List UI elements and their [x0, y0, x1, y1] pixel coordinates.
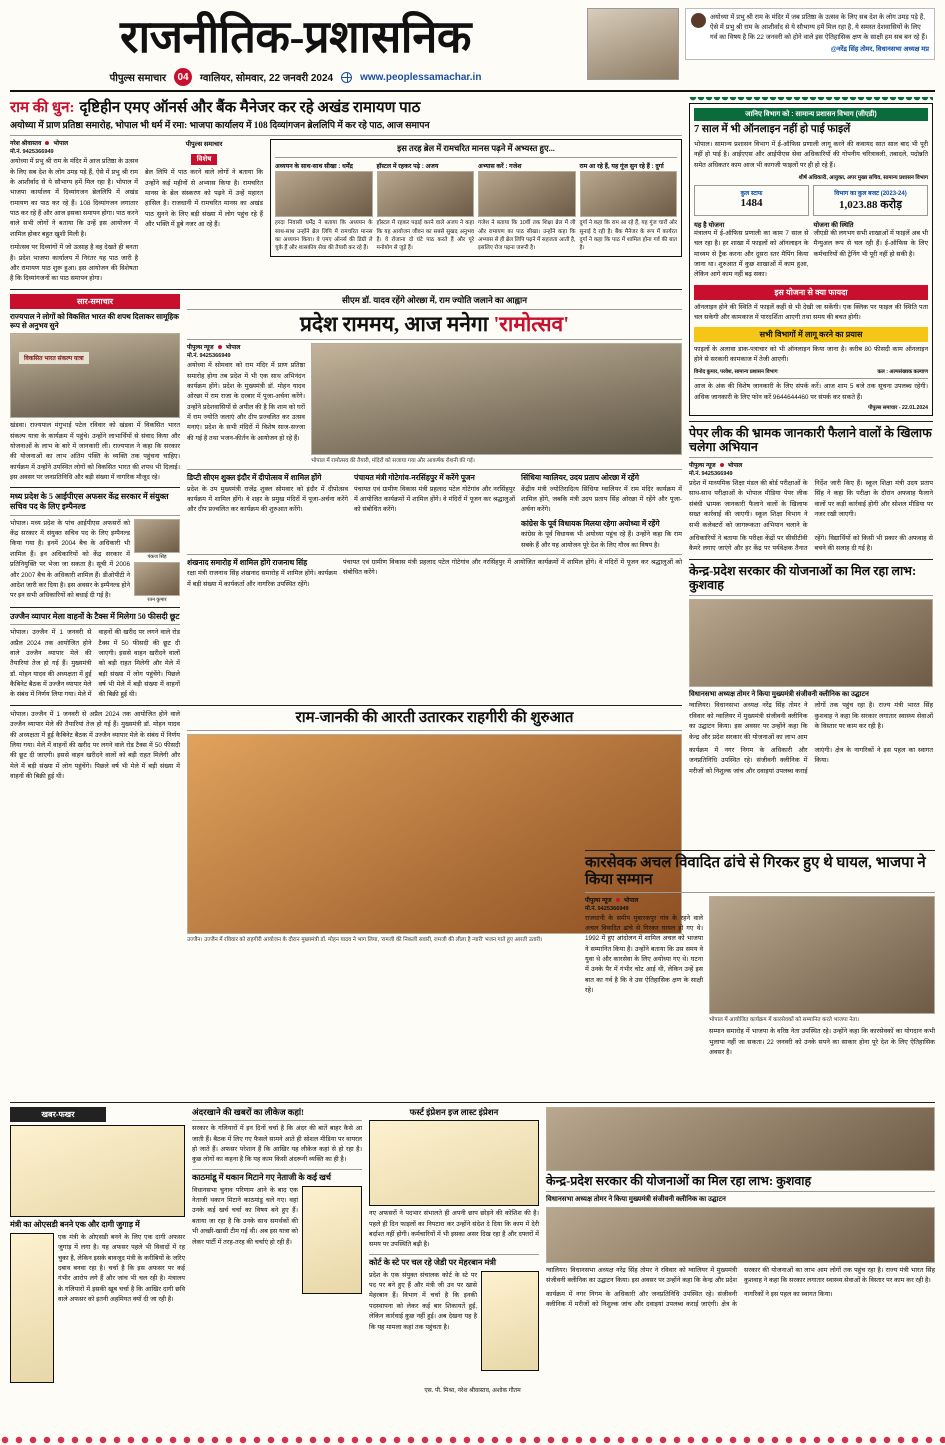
- kushwah-text-3: ग्वालियर। विधानसभा अध्यक्ष नरेंद्र सिंह तोमर ने रविवार को ग्वालियर में मुख्यमंत्री संजीवनी क्लीनिक का उद्घाटन किया। इस अवसर पर उन्होंने कहा कि केन्द्र और प्रदेश सरकार की योजनाओं का लाभ आम लोगों तक पहुंच रहा है। राज्य मंत्री भारत सिंह कुशवाह ने कहा कि सरकार लगातार स्वास्थ्य सेवाओं के विस्तार पर काम कर रही है।: [546, 1266, 935, 1285]
- kushwah-text-4: कार्यक्रम में नगर निगम के अधिकारी और जनप्रतिनिधि उपस्थित रहे। संजीवनी क्लीनिक में मरीजों को निशुल्क जांच और दवाइयां उपलब्ध कराई जाएंगी। क्षेत्र के नागरिकों ने इस पहल का स्वागत किया।: [546, 1290, 833, 1308]
- khabar-col2-text2: विधानसभा चुनाव परिणाम आने के बाद एक नेताजी थकान मिटाने काठमांडू चले गए। वहां उनके कई खर्च चर्चा का विषय बने हुए हैं। बताया जा रहा है कि उनके साथ समर्थकों की भी अच्छी-खासी टीम गई थी। अब इस यात्रा को लेकर पार्टी में तरह-तरह की चर्चाएं हो रही हैं।: [192, 1186, 298, 1246]
- khabar-col-4: [546, 1107, 935, 1383]
- paper-leak-head: पेपर लीक की भ्रामक जानकारी फैलाने वालों के खिलाफ चलेगा अभियान: [689, 426, 932, 455]
- lead-story: [10, 97, 682, 284]
- department-box: [689, 103, 933, 416]
- bullet-icon: [45, 141, 49, 145]
- special-brand: पीपुल्स समाचार: [185, 141, 223, 149]
- lead-body-2: रामोत्सव पर दिव्यांगों में जो उत्साह है वह देखते ही बनता है। प्रदेश भाजपा कार्यालय में निरंतर यह पाठ जारी है और रामायण पाठ शुरू हुआ। इस आयोजन की विशेषता है कि दिव्यांगजनों का पाठ समापन होगा।: [10, 244, 138, 283]
- sub-block-head: कांग्रेस के पूर्व विधायक मिलया रहेगा अयोध्या में रहेंगे: [521, 518, 660, 528]
- dept-sign: विनोद कुमार, परवेश, सामान्य प्रशासन विभाग: [694, 369, 778, 376]
- mini-photo: [377, 171, 475, 217]
- kushwah-photo-2: [546, 1107, 935, 1171]
- stat-title: कुल स्टाफ: [740, 190, 763, 197]
- bullet-icon: [720, 463, 724, 467]
- center-headline: प्रदेश राममय, आज मनेगा: [299, 311, 494, 336]
- khabar-col2-head2: काठमांडू में थकान मिटाने गए नेताजी के कई खर्च: [192, 1172, 331, 1182]
- center-lead: [187, 294, 682, 701]
- cartoon-caption: मंत्री का ओएसडी बनने एक और दागी जुगाड़ में: [10, 1220, 140, 1229]
- cartoon-art: [10, 1125, 185, 1217]
- scheme-text: मंत्रालय में ई-ऑफिस प्रणाली का काम 7 साल से चल रहा है। हर शाखा में फाइलों को ऑनलाइन के माध्यम से ट्रैक करना और दूसरा स्तर मैपिंग किया जाना था। शुरुआत में कुछ शाखाओं में काम हुआ, लेकिन आगे काम नहीं बढ़ सका।: [694, 229, 809, 279]
- stat-title: विभाग का कुल बजट (2023-24): [834, 190, 907, 197]
- stat-value: 1,023.88 करोड़: [839, 198, 902, 211]
- dept-notice: आज के अंक की विशेष जानकारी के लिए संपर्क करें। आज शाम 5 बजे तक सूचना उपलब्ध रहेगी। अधिक जानकारी के लिए फोन करें 9644644460 पर संपर्क कर सकते हैं।: [694, 383, 928, 401]
- mini-head: हॉस्टल में रहकर पढ़े : अजय: [376, 163, 439, 171]
- status-text: जीएडी की लगभग सभी शाखाओं में फाइलें अब भी मैन्युअल रूप से चल रही हैं। ई-ऑफिस के लिए कर्मचारियों की ट्रेनिंग भी पूरी नहीं हो सकी है।: [813, 229, 928, 258]
- page-title: राजनीतिक-प्रशासनिक: [120, 12, 471, 62]
- karsevak-byline: पीपुल्स न्यूज भोपाल: [585, 897, 639, 904]
- cartoon-art-4: [369, 1120, 539, 1206]
- center-photo: [311, 343, 682, 455]
- department-headline: 7 साल में भी ऑनलाइन नहीं हो पाई फाइलें: [694, 124, 851, 136]
- khabar-col-2: [192, 1107, 362, 1383]
- center-kicker: सीएम डॉ. यादव रहेंगे ओरछा में, राम ज्योति जलाने का आह्वान: [342, 294, 527, 305]
- mini-photo: [478, 171, 576, 217]
- khabar-col2-text: सरकार के गलियारों में इन दिनों चर्चा है कि अंदर की बातें बाहर कैसे आ जाती हैं। बैठक में लिए गए फैसले सामने आते ही सोशल मीडिया पर वायरल हो जाते हैं। अफसर परेशान हैं कि आखिर यह लीकेज कहां से हो रहा है। कुछ लोगों का कहना है कि यह काम किसी अंदरूनी व्यक्ति का ही है।: [192, 1125, 362, 1164]
- karsevak-text: राजधानी के समीप मुबारकपुर गांव के रहने वाले अचल विवादित ढांचे से गिरकर घायल हो गए थे। 1992 में हुए आंदोलन में शामिल अचल को भाजपा ने सम्मानित किया है। उन्होंने बताया कि उस समय वे युवा थे और कारसेवा के लिए अयोध्या गए थे। घटना में उनके पैर में गंभीर चोट आई थी, लेकिन उन्हें इस बात का गर्व है कि वे उस ऐतिहासिक क्षण के साक्षी रहे।: [585, 914, 703, 995]
- center-phone: मो.नं. 9425366949: [187, 353, 231, 360]
- aarti-head: राम-जानकी की आरती उतारकर राहगीरी की शुरुआत: [295, 709, 574, 726]
- lead-body-1: अयोध्या में प्रभु श्री राम के मंदिर में आज प्रतिष्ठा के उत्सव के लिए सब देश के लोग उमड़ पड़े हैं, ऐसे में प्रभु श्री राम के आशीर्वाद से ये सौभाग्य हमें मिल रहा है। भोपाल में भाजपा कार्यालय में दिव्यांगजन ब्रेललिपि में अखंड रामायण का पाठ कर रहे हैं। 108 दिव्यांगजन लगातार पाठ कर रहे हैं और आज इसका समापन होगा। पाठ करने वाले सभी लोगों ने बताया कि उन्हें इस आयोजन में शामिल होकर बहुत खुशी मिली है।: [10, 158, 138, 238]
- sub-block-text: केंद्रीय मंत्री ज्योतिरादित्य सिंधिया ग्वालियर में राम मंदिर कार्यक्रम में शामिल होंगे, जबकि मंत्री उदय प्रताप सिंह ओरछा में रहेंगे और पूजा-अर्चना करेंगे।: [521, 485, 682, 514]
- cartoon-art-2: [10, 1233, 54, 1383]
- masthead-center: [10, 8, 581, 86]
- stat-staff: [694, 185, 809, 216]
- all-dept-text: फाइलों के अलावा डाक-पत्राचार को भी ऑनलाइन किया जाना है। करीब 80 फीसदी काम ऑनलाइन होने से सरकारी कामकाज में तेजी आएगी।: [694, 345, 928, 363]
- karsevak-head: कारसेवक अचल विवादित ढांचे से गिरकर हुए थे घायल, भाजपा ने किया सम्मान: [585, 855, 926, 888]
- sub-block-text: पंचायत एवं ग्रामीण विकास मंत्री प्रहलाद पटेल गोटेगांव और नरसिंहपुर में आयोजित कार्यक्रमों में शामिल होंगे। वे मंदिरों में पूजन कर श्रद्धालुओं को संबोधित करेंगे।: [354, 485, 515, 514]
- mini-text: हॉस्टल में रहकर पढ़ाई करने वाले अजय ने कहा कि यह आयोजन जीवन का सबसे सुखद अनुभव है। वे रोजाना दो घंटे पाठ करते हैं और पूरे मनोयोग से जुड़े हैं।: [376, 220, 474, 252]
- sub-block-head: शंखनाद समारोह में शामिल होंगे राजनाथ सिंह: [187, 557, 308, 567]
- lead-phone: मो.नं. 9425366949: [10, 149, 54, 156]
- masthead: [10, 8, 935, 92]
- stat-budget: [813, 185, 928, 216]
- right-column: [689, 97, 933, 944]
- brand-name: पीपुल्स समाचार: [109, 73, 167, 85]
- sub-block-head: डिप्टी सीएम शुक्ल इंदौर में दीपोत्सव में शामिल होंगे: [187, 473, 322, 483]
- kushwah-sub: विधानसभा अध्यक्ष तोमर ने किया मुख्यमंत्री संजीवनी क्लीनिक का उद्घाटन: [689, 689, 869, 698]
- quote-author: @नरेंद्र सिंह तोमर, विधानसभा अध्यक्ष मप्र: [830, 45, 929, 53]
- officer-photo: [134, 519, 180, 553]
- saar-headline: राज्यपाल ने लोगों को विकसित भारत की शपथ दिलाकर सामूहिक रूप से अनुभव सुने: [10, 311, 179, 330]
- mini-text: दुर्गा ने कहा कि राम आ रहे हैं, यह गूंज चारों ओर सुनाई दे रही है। बैंक मैनेजर के रूप में कार्यरत दुर्गा ने कहा कि पाठ में शामिल होना गर्व की बात है।: [579, 220, 677, 252]
- mini-text: गजेश ने बताया कि 10वीं तक शिक्षा ब्रेल में ली और रामायण का पाठ सीखा। उन्होंने कहा कि अभ्यास से ही ब्रेल लिपि पढ़ने में सहजता आती है, इसलिए रोज पढ़ना जरूरी है।: [478, 220, 576, 252]
- khabar-col3-head2: कोर्ट के स्टे पर चल रहे जेडी पर मेहरबान मंत्री: [369, 1257, 497, 1267]
- dept-notice-date: पीपुल्स समाचार - 22.01.2024: [868, 405, 928, 412]
- kushwah-photo-3: [546, 1207, 935, 1263]
- dept-tag: कल : अल्पसंख्यक कल्याण: [877, 369, 928, 376]
- special-tag: विशेष: [191, 154, 218, 165]
- mini-head: राम आ रहे हैं, यह गूंज सुन रहे हैं : दुर्गा: [579, 163, 664, 171]
- kushwah-photo: [689, 599, 933, 687]
- saar-column: [10, 294, 180, 701]
- department-lead: भोपाल। सामान्य प्रशासन विभाग में ई-ऑफिस प्रणाली लागू करने की कवायद सात साल बाद भी पूरी नहीं हो पाई है। आईएएस और आईपीएस सेवा अधिकारियों की गोपनीय चरित्रावली, तबादले, पदोन्नति समेत अधिकतर काम आज भी कागजी फाइलों पर ही हो रहे हैं।: [694, 140, 928, 169]
- sub-block-head: सिंधिया ग्वालियर, उदय प्रताप ओरछा में रहेंगे: [521, 473, 639, 483]
- bullet-icon: [218, 345, 222, 349]
- sub-block-extra: पंचायत एवं ग्रामीण विकास मंत्री प्रहलाद पटेल गोटेगांव और नरसिंहपुर में आयोजित कार्यक्रमों में शामिल होंगे। वे मंदिरों में पूजन कर श्रद्धालुओं को संबोधित करेंगे।: [343, 558, 682, 577]
- mini-head: अध्ययन के साथ-साथ सीखा : धर्मेंद्र: [275, 163, 353, 171]
- sub-block-text: कांग्रेस के पूर्व विधायक भी अयोध्या पहुंच रहे हैं। उन्होंने कहा कि राम सबके हैं और यह आयोजन पूरे देश के लिए गौरव का विषय है।: [521, 531, 682, 549]
- paper-leak-byline: पीपुल्स न्यूज भोपाल: [689, 463, 743, 470]
- khabar-col3-head: फर्स्ट इंप्रेशन इज लास्ट इंप्रेशन: [409, 1107, 499, 1117]
- kushwah-head-2: केन्द्र-प्रदेश सरकार की योजनाओं का मिल रहा लाभ: कुशवाह: [546, 1174, 812, 1188]
- stat-value: 1484: [740, 196, 763, 209]
- department-band: जानिए विभाग को : सामान्य प्रशासन विभाग (जीएडी): [694, 108, 928, 121]
- saar-banner: विकसित भारत संकल्प यात्रा: [19, 352, 89, 364]
- sub-block-head: पंचायत मंत्री गोटेगांव-नरसिंहपुर में करेंगे पूजन: [354, 473, 475, 483]
- place-date: ग्वालियर, सोमवार, 22 जनवरी 2024: [200, 73, 334, 85]
- benefit-text: ऑनलाइन होने की स्थिति में फाइलें कहीं से भी देखी जा सकेंगी। एक क्लिक पर फाइल की स्थिति पता चल सकेगी और कामकाज में पारदर्शिता आएगी तथा समय की बचत होगी।: [694, 303, 928, 322]
- kushwah-sub-2: विधानसभा अध्यक्ष तोमर ने किया मुख्यमंत्री संजीवनी क्लीनिक का उद्घाटन: [546, 1195, 726, 1203]
- khabar-cartoon-column: [10, 1107, 185, 1383]
- khabar-section: [10, 1098, 935, 1394]
- website-link[interactable]: www.peoplessamachar.in: [360, 71, 482, 83]
- khabar-col-3: [369, 1107, 539, 1383]
- department-note: शीर्ष अधिकारी, आयुक्त, अपर मुख्य सचिव, सामान्य प्रशासन विभाग: [798, 174, 928, 181]
- mini-head: अभ्यास करें : गजेश: [478, 163, 522, 171]
- mini-photo: [275, 171, 373, 217]
- khabar-band: खबर-फखर: [10, 1107, 106, 1122]
- cartoon-art-5: [481, 1271, 539, 1371]
- center-headline-accent: 'रामोत्सव': [493, 311, 570, 336]
- sub-block-text: रक्षा मंत्री राजनाथ सिंह शंखनाद समारोह में शामिल होंगे। कार्यक्रम में बड़ी संख्या में कार्यकर्ता और नागरिक उपस्थित रहेंगे।: [187, 570, 337, 588]
- mini-story: [275, 161, 373, 253]
- braille-head: इस तरह ब्रेल में रामचरित मानस पढ़ने में अभ्यस्त हुए...: [397, 144, 555, 154]
- khabar-col3-text2: प्रदेश के एक संयुक्त संचालक कोर्ट के स्टे पर पद पर बने हुए हैं और मंत्री जी उन पर खासे मेहरबान हैं। विभाग में चर्चा है कि इनकी पदस्थापना को लेकर कई बार शिकायतें हुईं, लेकिन कार्रवाई कुछ नहीं हुई। अब देखना यह है कि यह मामला कहां तक पहुंचता है।: [369, 1271, 477, 1331]
- sub-block: [187, 558, 337, 590]
- khabar-credit: एस. पी. मिश्रा, नरेश श्रीवास्तव, अशोक गौतम: [424, 1387, 521, 1394]
- mini-story: [580, 161, 678, 253]
- mini-story: [478, 161, 576, 253]
- paper-leak-text2: अधिकारियों ने बताया कि परीक्षा केंद्रों पर सीसीटीवी कैमरे लगाए जाएंगे और हर केंद्र पर पर्यवेक्षक तैनात रहेंगे। विद्यार्थियों को किसी भी प्रकार की अफवाह से बचने की सलाह दी गई है।: [689, 534, 933, 553]
- quote-box: [685, 8, 935, 60]
- all-dept-band: सभी विभागों में लागू करने का प्रयास: [694, 327, 928, 342]
- center-text: अयोध्या में सोमवार को राम मंदिर में प्राण प्रतिष्ठा समारोह होगा तब प्रदेश में भी एक साथ अभिनंदन कार्यक्रम होंगे। प्रदेश के मुख्यमंत्री डॉ. मोहन यादव ओरछा में राम राजा के दरबार में पूजा-अर्चना करेंगे। उन्होंने प्रदेशवासियों से अपील की है कि शाम को घरों में राम ज्योति जलाएं और दीप प्रज्वलित कर उत्सव मनाएं। प्रदेश के सभी मंदिरों में विशेष साज-सज्जा की गई है तथा भजन-कीर्तन के आयोजन हो रहे हैं।: [187, 362, 305, 442]
- scheme-head: यह है योजना: [694, 221, 725, 229]
- officer-name: रतन कुमार: [147, 596, 167, 603]
- paper-leak-text: प्रदेश में माध्यमिक शिक्षा मंडल की बोर्ड परीक्षाओं के साथ-साथ परीक्षाओं के भोपाल मीडिया पेपर लीक संबंधी भ्रामक जानकारी फैलाने वालों के खिलाफ सख्त कार्रवाई की जाएगी। स्कूल शिक्षा विभाग ने सभी कलेक्टरों को जागरूकता अभियान चलाने के निर्देश जारी किए हैं। स्कूल शिक्षा मंत्री उदय प्रताप सिंह ने कहा कि परीक्षा के दौरान अफवाह फैलाने वालों पर कड़ी कार्रवाई होगी और सोशल मीडिया पर नजर रखी जाएगी।: [689, 480, 933, 529]
- cartoon-text: एक मंत्री के ओएसडी बनने के लिए एक दागी अफसर जुगाड़ में लगा है। यह अफसर पहले भी विवादों में रह चुका है, लेकिन इसके बावजूद मंत्री के करीबियों के जरिए दबाव बनवा रहा है। चर्चा है कि इस अफसर पर कई गंभीर आरोप लगे हैं और जांच भी चल रही है। मंत्रालय के गलियारों में इसकी खूब चर्चा है कि आखिर दागी छवि वाले अफसर को इतनी अहमियत क्यों दी जा रही है।: [58, 1233, 185, 1303]
- center-photo-caption: भोपाल में रामोत्सव की तैयारी, मंदिरों को सजाया गया और आकर्षक रोशनी की गई।: [311, 458, 475, 465]
- saar-photo: [10, 333, 180, 418]
- benefit-band: इस योजना से क्या फायदा: [694, 285, 928, 300]
- page-number-badge: 04: [174, 68, 192, 86]
- mini-photo: [580, 171, 678, 217]
- sub-block: [187, 473, 348, 551]
- main-column: [10, 97, 682, 944]
- karsevak-story: [585, 846, 935, 1059]
- masthead-strip: [10, 68, 581, 86]
- center-byline: पीपुल्स न्यूज भोपाल: [187, 345, 241, 352]
- khabar-col3-text: नए अफसरों ने पदभार संभालते ही अपनी छाप छोड़ने की कोशिश की है। पहले ही दिन फाइलों का निपटारा कर उन्होंने संदेश दे दिया कि काम में देरी बर्दाश्त नहीं होगी। कर्मचारियों में भी इसका असर दिख रहा है और दफ्तरों में समय पर उपस्थिति बढ़ी है।: [369, 1210, 539, 1249]
- karsevak-photo: [709, 896, 935, 1014]
- ujjain-headline: उज्जैन व्यापार मेला वाहनों के टैक्स में मिलेगा 50 फीसदी छूट: [10, 611, 180, 621]
- karsevak-text2: सम्मान समारोह में भाजपा के वरिष्ठ नेता उपस्थित रहे। उन्होंने कहा कि कारसेवकों का योगदान कभी भुलाया नहीं जा सकता। 22 जनवरी को उनके सपने का साकार होना पूरे देश के लिए ऐतिहासिक अवसर है।: [709, 1028, 935, 1057]
- officer-name: पंकज सिंह: [147, 553, 167, 560]
- kushwah-text: ग्वालियर। विधानसभा अध्यक्ष नरेंद्र सिंह तोमर ने रविवार को ग्वालियर में मुख्यमंत्री संजीवनी क्लीनिक का उद्घाटन किया। इस अवसर पर उन्होंने कहा कि केन्द्र और प्रदेश सरकार की योजनाओं का लाभ आम लोगों तक पहुंच रहा है। राज्य मंत्री भारत सिंह कुशवाह ने कहा कि सरकार लगातार स्वास्थ्य सेवाओं के विस्तार पर काम कर रही है।: [689, 702, 933, 741]
- officer-photo: [134, 562, 180, 596]
- globe-icon: [341, 72, 352, 83]
- karsevak-caption: भोपाल में आयोजित कार्यक्रम में कारसेवकों को सम्मानित करते भाजपा नेता।: [709, 1016, 860, 1023]
- avatar: [691, 13, 706, 28]
- mini-story: [377, 161, 475, 253]
- saar-band: सार-समाचार: [10, 294, 180, 309]
- karsevak-phone: मो.नं. 9425366949: [585, 905, 629, 912]
- lead-subhead: अयोध्या में प्राण प्रतिष्ठा समारोह, भोपाल भी धर्म में रमा: भाजपा कार्यालय में 108 दिव्यांगजन ब्रेललिपि में कर रहे पाठ, आज समापन: [10, 120, 430, 131]
- sub-block-text: प्रदेश के उप मुख्यमंत्री राजेंद्र शुक्ल सोमवार को इंदौर में दीपोत्सव कार्यक्रम में शामिल होंगे। वे शहर के प्रमुख मंदिरों में पूजा-अर्चना करेंगे और दीप प्रज्वलित कर कार्यक्रम की शुरुआत करेंगे।: [187, 485, 348, 514]
- kushwah-head: केन्द्र-प्रदेश सरकार की योजनाओं का मिल रहा लाभ: कुशवाह: [689, 563, 917, 592]
- paper-leak-phone: मो.नं. 9425366949: [689, 471, 733, 478]
- footer-decoration: [0, 1435, 945, 1445]
- lead-byline: नरेश श्रीवास्तव भोपाल: [10, 141, 69, 148]
- quote-text: अयोध्या में प्रभु श्री राम के मंदिर में जब प्रतिष्ठा के उत्सव के लिए सब देश के लोग उमड़ पड़े हैं, ऐसे में प्रभु श्री राम के आशीर्वाद से ये सौभाग्य हमें मिल रहा है, ये समस्त देशवासियों के लिए गर्व का विषय है कि 22 जनवरी को होने वाले इस ऐतिहासिक क्षण के साक्षी हम सब बन रहे हैं।: [710, 14, 928, 41]
- sub-block: [354, 473, 515, 551]
- left-filler-column: [10, 710, 180, 945]
- lead-body-3: ब्रेल लिपि में पाठ करने वाले लोगों ने बताया कि उन्होंने कई महीनों से अभ्यास किया है। रामचरित मानस के ब्रेल संस्करण को पढ़ने में उन्हें महारत हासिल है। राजधानी में रामचरित मानस का अखंड पाठ सुनने के लिए बड़ी संख्या में लोग पहुंच रहे हैं और भक्ति में डूबे नजर आ रहे हैं।: [145, 169, 263, 229]
- ujjain-text: भोपाल। उज्जैन में 1 जनवरी से अप्रैल 2024 तक आयोजित होने वाले उज्जैन व्यापार मेले की तैयारियां तेज हो गई हैं। मुख्यमंत्री डॉ. मोहन यादव की अध्यक्षता में हुई कैबिनेट बैठक में उज्जैन व्यापार मेले के संबंध में निर्णय लिया गया। मेले में वाहनों की खरीद पर लगने वाले रोड टैक्स में 50 फीसदी की छूट दी जाएगी। इससे वाहन खरीदने वालों को बड़ी राहत मिलेगी और मेले में बड़ी संख्या में लोग पहुंचेंगे। पिछले वर्ष भी मेले में बड़ी संख्या में वाहनों की बिक्री हुई थी।: [10, 629, 180, 699]
- mini-text: हरदा निवासी धर्मेंद्र ने बताया कि अध्ययन के साथ-साथ उन्होंने ब्रेल लिपि में रामचरित मानस का अध्ययन किया। वे एमए ऑनर्स की डिग्री ले चुके हैं और शासकीय सेवा की तैयारी कर रहे हैं।: [275, 220, 373, 252]
- khabar-col2-head: अंदरखाने की खबरों का लीकेज कहां!: [192, 1107, 305, 1117]
- lead-kicker: राम की धुन:: [10, 100, 75, 117]
- saar-text: खंडवा। राज्यपाल मंगुभाई पटेल रविवार को खंडवा में विकसित भारत संकल्प यात्रा के कार्यक्रम में पहुंचे। उन्होंने लाभार्थियों से संवाद किया और योजनाओं के लाभ के बारे में जानकारी ली। राज्यपाल ने कहा कि सरकार की योजनाओं का लाभ अंतिम पंक्ति के व्यक्ति तक पहुंचना चाहिए। कार्यक्रम में उन्होंने उपस्थित लोगों को विकसित भारत की शपथ भी दिलाई। इस अवसर पर जनप्रतिनिधि और बड़ी संख्या में नागरिक मौजूद रहे।: [10, 422, 180, 482]
- left-filler-text: भोपाल। उज्जैन में 1 जनवरी से अप्रैल 2024 तक आयोजित होने वाले उज्जैन व्यापार मेले की तैयारियां तेज हो गई हैं। मुख्यमंत्री डॉ. मोहन यादव की अध्यक्षता में हुई कैबिनेट बैठक में उज्जैन व्यापार मेले के संबंध में निर्णय लिया गया। मेले में वाहनों की खरीद पर लगने वाले रोड टैक्स में 50 फीसदी की छूट दी जाएगी। इससे वाहन खरीदने वालों को बड़ी राहत मिलेगी और मेले में बड़ी संख्या में लोग पहुंचेंगे। पिछले वर्ष भी मेले में बड़ी संख्या में वाहनों की बिक्री हुई थी।: [10, 710, 180, 781]
- ias-text: भोपाल। मध्य प्रदेश के पांच आईपीएस अफसरों को केंद्र सरकार में संयुक्त सचिव पद के लिए इम्पैनल्ड किया गया है। इनमें 2004 बैच के अधिकारी भी शामिल हैं। इन अधिकारियों को केंद्र सरकार में प्रतिनियुक्ति पर भेजा जा सकता है। सूची में 2006 और 2007 बैच के अधिकारी शामिल हैं। डीओपीटी ने आदेश जारी कर दिया है। इस अवसर के इम्पैनल्ड होने पर इन सभी अधिकारियों को बधाई दी गई है।: [10, 519, 130, 600]
- lead-headline: दृष्टिहीन एमए ऑनर्स और बैंक मैनेजर कर रहे अखंड रामायण पाठ: [79, 100, 421, 117]
- leader-photo: [587, 8, 679, 80]
- ias-headline: मध्य प्रदेश के 5 आईपीएस अफसर केंद्र सरकार में संयुक्त सचिव पद के लिए इम्पैनल्ड: [10, 492, 169, 512]
- kushwah-text2: कार्यक्रम में नगर निगम के अधिकारी और जनप्रतिनिधि उपस्थित रहे। संजीवनी क्लीनिक में मरीजों को निशुल्क जांच और दवाइयां उपलब्ध कराई जाएंगी। क्षेत्र के नागरिकों ने इस पहल का स्वागत किया।: [689, 746, 933, 775]
- status-head: योजना की स्थिति: [813, 221, 854, 229]
- aarti-caption: उज्जैन। उज्जैन में रविवार को राहगीरी आयोजन के दौरान मुख्यमंत्री डॉ. मोहन यादव ने भाग लिया, 'रामजी की निकली सवारी, रामजी की लीला है न्यारी' भजन गाते हुए आरती उतारी।: [187, 936, 543, 943]
- sub-block: [521, 473, 682, 551]
- cartoon-art-3: [302, 1186, 362, 1294]
- bullet-icon: [616, 898, 620, 902]
- braille-box: [270, 139, 682, 257]
